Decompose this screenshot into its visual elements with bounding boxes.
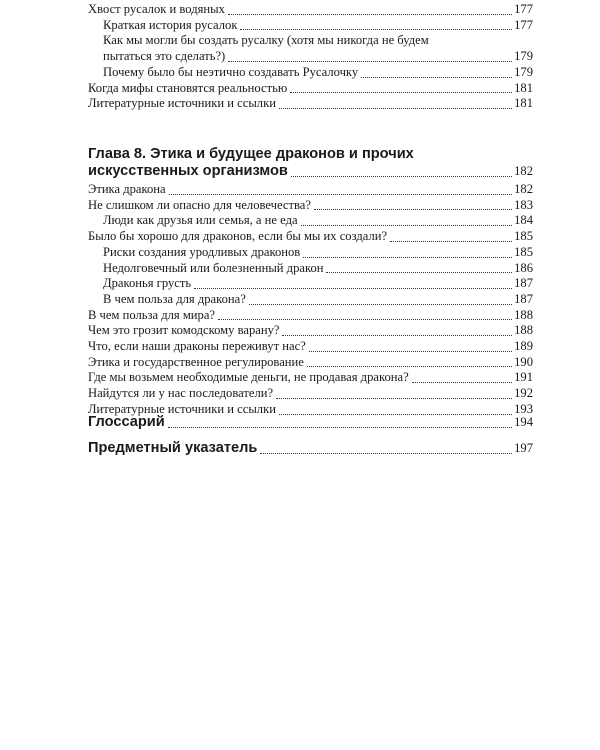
toc-entry[interactable] [88,198,533,214]
toc-entry-page: 189 [514,339,533,354]
toc-entry-page: 188 [514,323,533,338]
chapter-heading[interactable] [88,146,533,180]
leader-dots [260,453,512,454]
toc-entry-title: Краткая история русалок [103,17,238,32]
leader-dots [228,61,512,62]
toc-entry[interactable] [88,339,533,355]
leader-dots [390,241,512,242]
index-title: Предметный указатель [88,440,258,456]
toc-entry[interactable] [88,213,533,229]
leader-dots [412,382,512,383]
toc-entry[interactable] [88,292,533,308]
toc-entry-title: Драконья грусть [103,276,192,291]
toc-entry[interactable] [88,261,533,277]
leader-dots [291,176,512,177]
toc-entry[interactable] [88,370,533,386]
toc-entry-page: 179 [514,64,533,79]
toc-entry-title: В чем польза для мира? [88,307,216,322]
toc-entry[interactable] [88,245,533,261]
toc-entry-title: Этика дракона [88,182,166,196]
toc-entry-page: 187 [514,276,533,291]
toc-entry[interactable] [88,276,533,292]
leader-dots [314,209,512,210]
leader-dots [240,29,512,30]
leader-dots [361,77,512,78]
toc-entry-page: 181 [514,80,533,95]
leader-dots [228,14,512,15]
toc-entry-title: Хвост русалок и водяных [88,2,225,16]
toc-entry[interactable] [88,65,533,81]
toc-entry-page: 188 [514,307,533,322]
toc-entry[interactable] [88,96,533,112]
toc-entry-title: Было бы хорошо для драконов, если бы мы их создали? [88,229,388,244]
glossary-title: Глоссарий [88,414,165,430]
leader-dots [218,319,512,320]
toc-entry-title: Не слишком ли опасно для человечества? [88,197,311,212]
toc-entry[interactable] [88,2,533,18]
leader-dots [290,92,512,93]
toc-entry[interactable] [88,323,533,339]
toc-entry[interactable] [88,18,533,34]
toc-entry-page: 183 [514,197,533,212]
chapter-page: 182 [514,164,533,178]
toc-entry[interactable] [88,308,533,324]
toc-entry-page: 179 [514,49,533,64]
toc-entry-title: Где мы возьмем необходимые деньги, не продавая дракона? [88,370,409,385]
toc-entry-title: Недолговечный или болезненный дракон [103,260,324,275]
toc-entry-page: 191 [514,370,533,385]
toc-entry-multiline[interactable] [88,33,533,64]
leader-dots [282,335,512,336]
toc-section-chapter8 [88,182,533,418]
toc-entry[interactable] [88,81,533,97]
leader-dots [326,272,512,273]
toc-entry-title: Риски создания уродливых драконов [103,244,301,259]
leader-dots [276,398,512,399]
toc-entry-page: 177 [514,17,533,32]
toc-entry[interactable] [88,229,533,245]
toc-entry[interactable] [88,355,533,371]
toc-glossary[interactable] [88,414,533,431]
toc-entry-title: Когда мифы становятся реальностью [88,80,288,95]
toc-entry-page: 190 [514,354,533,369]
chapter-title-line2: искусственных организмов [88,163,288,179]
leader-dots [249,304,512,305]
toc-entry-title: Литературные источники и ссылки [88,401,276,416]
toc-section-top [88,2,533,112]
toc-entry-page: 187 [514,291,533,306]
toc-entry-title: Литературные источники и ссылки [88,96,276,111]
leader-dots [169,194,512,195]
toc-entry-title: Чем это грозит комодскому варану? [88,323,280,338]
toc-entry-title: В чем польза для дракона? [103,291,246,306]
leader-dots [168,427,512,428]
toc-entry-title: Этика и государственное регулирование [88,354,304,369]
leader-dots [279,108,512,109]
leader-dots [307,366,512,367]
leader-dots [194,288,512,289]
toc-entry-page: 185 [514,229,533,244]
toc-entry-page: 181 [514,96,533,111]
glossary-page: 194 [514,415,533,429]
toc-entry[interactable] [88,182,533,198]
chapter-title-line1: Глава 8. Этика и будущее драконов и прочих [88,146,414,162]
toc-entry-title: Люди как друзья или семья, а не еда [103,213,298,228]
toc-subject-index[interactable] [88,440,533,457]
toc-entry-page: 193 [514,401,533,416]
leader-dots [303,257,512,258]
toc-entry-page: 186 [514,260,533,275]
toc-entry-title: пытаться это сделать?) [103,49,226,64]
toc-entry-page: 177 [514,2,533,16]
toc-entry-page: 184 [514,213,533,228]
leader-dots [301,225,513,226]
toc-entry-title: Найдутся ли у нас последователи? [88,386,274,401]
toc-entry-title-line1: Как мы могли бы создать русалку (хотя мы никогда не будем [103,33,429,48]
toc-entry-title: Почему было бы неэтично создавать Русалочку [103,64,359,79]
toc-entry[interactable] [88,386,533,402]
toc-entry-page: 185 [514,244,533,259]
leader-dots [309,351,512,352]
toc-entry-page: 182 [514,182,533,196]
index-page: 197 [514,441,533,455]
toc-entry-title: Что, если наши драконы переживут нас? [88,339,306,354]
toc-entry-page: 192 [514,386,533,401]
